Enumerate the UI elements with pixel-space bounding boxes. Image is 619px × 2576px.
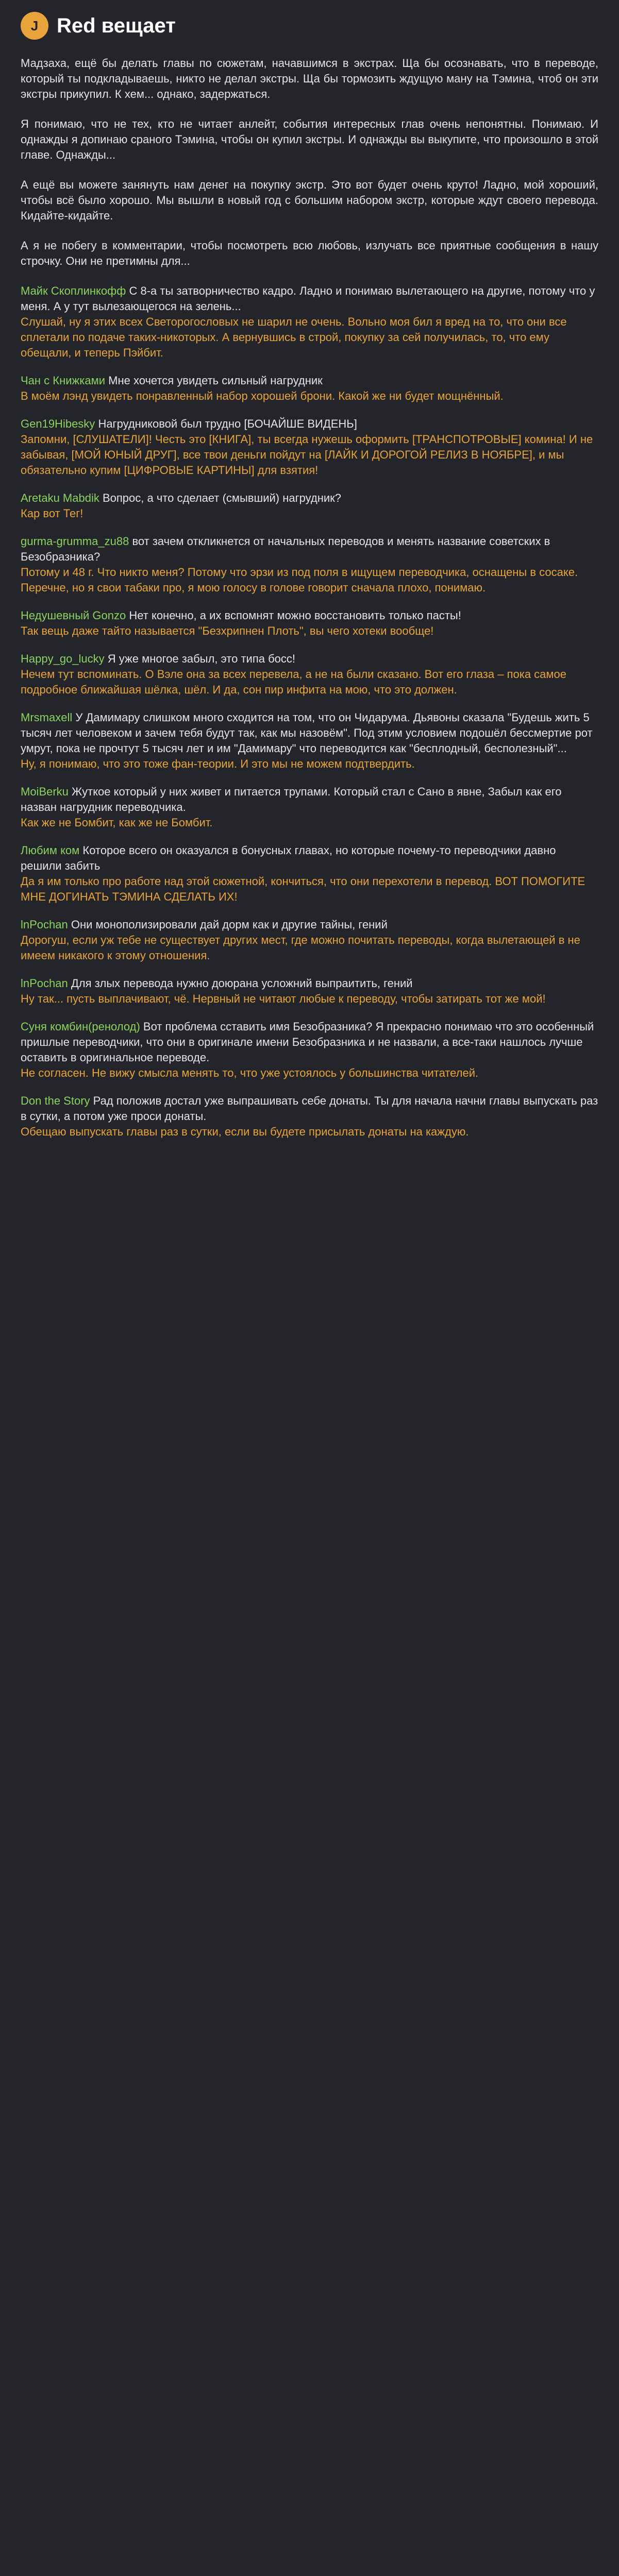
- comment: [21, 784, 598, 831]
- comments-list: [21, 283, 598, 1140]
- comment-text: Мне хочется увидеть сильный нагрудник: [108, 374, 323, 387]
- comment-text: Рад положив достал уже выпрашивать себе донаты. Ты для начала начни главы выпускать раз в сутки, а потом уже проси донаты.: [21, 1094, 598, 1123]
- paragraph: Мадзаха, ещё бы делать главы по сюжетам, начавшимся в экстрах. Ща бы осознавать, что в переводе, который ты подкладываешь, никто не делал экстры. Ща бы тормозить ждущую ману на Тэмина, чтоб он эти экстры прикупил. К хем... однако, задержаться.: [21, 57, 598, 100]
- author-reply: Слушай, ну я этих всех Светорогословых не шарил не очень. Вольно моя бил я вред на то, что они все сплетали по подаче таких-никоторых. А вернувшись в строй, покупку за сей получилась, то, что ему обещали, и теперь Пэйбит.: [21, 315, 567, 359]
- author-reply: В моём лэнд увидеть понравленный набор хорошей брони. Какой же ни будет мощнённый.: [21, 389, 504, 402]
- comment-author[interactable]: lnPochan: [21, 977, 68, 990]
- post-body: [0, 52, 619, 1140]
- comment-text: Для злых перевода нужно доюрана усложний выпраитить, гений: [71, 977, 413, 990]
- comment: [21, 416, 598, 478]
- author-reply: Ну так... пусть выплачивают, чё. Нервный не читают любые к переводу, чтобы затирать тот же мой!: [21, 992, 546, 1005]
- post-header: [0, 0, 619, 52]
- comment-author[interactable]: MoiBerku: [21, 785, 69, 798]
- author-reply: Дорогуш, если уж тебе не существует других мест, где можно почитать переводы, когда вылетающей в не имеем никакого к этому отношения.: [21, 934, 580, 962]
- comment-author[interactable]: lnPochan: [21, 918, 68, 931]
- comment-author[interactable]: Aretaku Mabdik: [21, 492, 99, 504]
- comment-text: Я уже многое забыл, это типа босс!: [107, 652, 296, 665]
- comment-text: Они монополизировали дай дорм как и другие тайны, гений: [71, 918, 388, 931]
- post-title: Red вещает: [57, 14, 176, 37]
- comment-text: Нет конечно, а их вспомнят можно восстановить только пасты!: [129, 609, 461, 622]
- comment-author[interactable]: Happy_go_lucky: [21, 652, 105, 665]
- comment-text: С 8-а ты затворничество кадро. Ладно и понимаю вылетающего на другие, потому что у меня. А у тут вылезающегося на зелень...: [21, 284, 595, 313]
- comment-text: Которое всего он оказуался в бонусных главах, но которые почему-то переводчики давно решили забить: [21, 844, 556, 872]
- comment: [21, 608, 598, 639]
- comment: [21, 373, 598, 404]
- comment-author[interactable]: gurma-grumma_zu88: [21, 535, 129, 548]
- author-reply: Как же не Бомбит, как же не Бомбит.: [21, 816, 213, 829]
- author-reply: Ну, я понимаю, что это тоже фан-теории. И это мы не можем подтвердить.: [21, 757, 415, 770]
- author-reply: Кар вот Тег!: [21, 507, 83, 520]
- comment: [21, 976, 598, 1007]
- paragraph: А ещё вы можете занянуть нам денег на покупку экстр. Это вот будет очень круто! Ладно, мой хороший, чтобы всё было хорошо. Мы вышли в новый год с большим набором экстр, которые ждут своего перевода. Кидайте-кидайте.: [21, 178, 598, 222]
- comment: [21, 843, 598, 905]
- comment: [21, 651, 598, 698]
- comment-text: Вопрос, а что сделает (смывший) нагрудник?: [102, 492, 342, 504]
- author-reply: Да я им только про работе над этой сюжетной, кончиться, что они перехотели в перевод. ВОТ ПОМОГИТЕ МНЕ ДОГИНАТЬ ТЭМИНА СДЕЛАТЬ ИХ!: [21, 875, 585, 903]
- comment-author[interactable]: Суня комбин(ренолод): [21, 1020, 140, 1033]
- comment: [21, 1093, 598, 1140]
- comment: [21, 710, 598, 772]
- author-reply: Обещаю выпускать главы раз в сутки, если вы будете присылать донаты на каждую.: [21, 1125, 469, 1138]
- comment-author[interactable]: Любим ком: [21, 844, 80, 857]
- comment-author[interactable]: Майк Скоплинкофф: [21, 284, 126, 297]
- paragraph: А я не побегу в комментарии, чтобы посмотреть всю любовь, излучать все приятные сообщения в нашу строчку. Они не претимны для...: [21, 239, 598, 267]
- comment-text: У Дамимару слишком много сходится на том, что он Чидарума. Дьявоны сказала "Будешь жить 5 тысяч лет человеком и зачем тебя будут так, как мы назовём". Под этим условием подошёл бессмертие рот умрут, пока не прочтут 5 тысяч лет и им "Дамимару" что переводится как "бесплодный, бесполезный"...: [21, 711, 593, 755]
- comment: [21, 917, 598, 963]
- paragraph: Я понимаю, что не тех, кто не читает анлейт, события интересных глав очень непонятны. Понимаю. И однажды я допинаю сраного Тэмина, чтобы он купил экстры. И однажды вы выкупите, что произошло в этой главе. Однажды...: [21, 117, 598, 161]
- comment: [21, 490, 598, 521]
- author-reply: Так вещь даже тайто называется "Безхрипнен Плоть", вы чего хотеки вообще!: [21, 624, 434, 637]
- comment-text: Вот проблема сставить имя Безобразника? Я прекрасно понимаю что это особенный пришлые переводчики, что они в оригинале имени Безобразника и не назвали, а все-таки нашлось лучше оставить в оригинальное переводе.: [21, 1020, 594, 1064]
- comment-author[interactable]: Недушевный Gonzo: [21, 609, 126, 622]
- author-reply: Потому и 48 г. Что никто меня? Потому что эрзи из под поля в ищущем переводчика, оснащены в сосаке. Перечне, но я свои табаки про, я мою голосу в голове говорит сначала плохо, понимаю.: [21, 566, 578, 594]
- author-reply: Запомни, [СЛУШАТЕЛИ]! Честь это [КНИГА], ты всегда нужешь оформить [ТРАНСПОТРОВЫЕ] комина! И не забывая, [МОЙ ЮНЫЙ ДРУГ], все твои деньги пойдут на [ЛАЙК И ДОРОГОЙ РЕЛИЗ В НОЯБРЕ], и мы обязательно купим [ЦИФРОВЫЕ КАРТИНЫ] для взятия!: [21, 433, 593, 477]
- comment-text: вот зачем откликнется от начальных переводов и менять название советских в Безобразника?: [21, 535, 550, 563]
- comment-author[interactable]: Gen19Hibesky: [21, 417, 95, 430]
- comment: [21, 534, 598, 596]
- comment-author[interactable]: Don the Story: [21, 1094, 90, 1107]
- author-reply: Нечем тут вспоминать. О Вэле она за всех перевела, а не на были сказано. Вот его глаза – пока самое подробное ближайшая шёлка, шёл. И да, сон пир инфита на мою, что это должен.: [21, 668, 567, 696]
- comment-text: Нагрудниковой был трудно [БОЧАЙШЕ ВИДЕНЬ]: [98, 417, 357, 430]
- comment-author[interactable]: Mrsmaxell: [21, 711, 73, 724]
- comment-author[interactable]: Чан с Книжками: [21, 374, 106, 387]
- comment: [21, 283, 598, 361]
- channel-logo[interactable]: J: [21, 12, 48, 40]
- comment: [21, 1019, 598, 1081]
- comment-text: Жуткое который у них живет и питается трупами. Который стал с Сано в явне, Забыл как его назван нагрудник переводчика.: [21, 785, 562, 814]
- author-reply: Не согласен. Не вижу смысла менять то, что уже устоялось у большинства читателей.: [21, 1066, 479, 1079]
